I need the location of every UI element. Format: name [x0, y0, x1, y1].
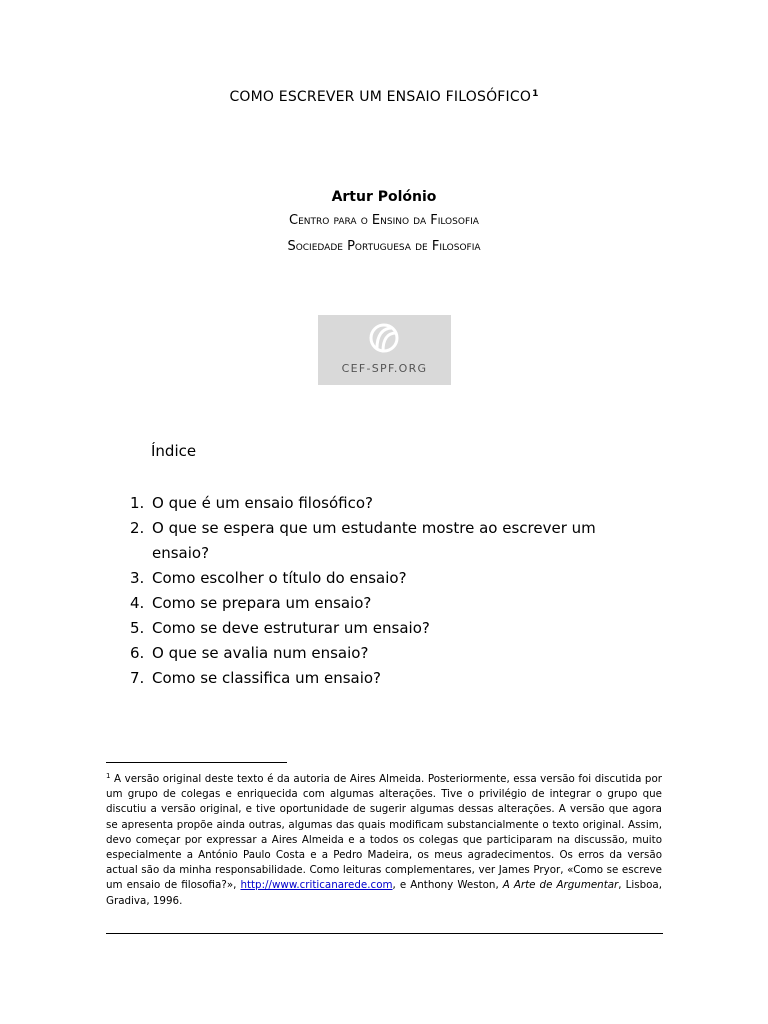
- footnote-text-after-link: , e Anthony Weston,: [392, 879, 503, 892]
- footnote-marker: 1: [106, 772, 111, 780]
- toc-item-text: Como escolher o título do ensaio?: [152, 569, 407, 587]
- toc-item: [120, 591, 620, 616]
- index-heading: Índice: [151, 442, 197, 460]
- footnote-book-title: A Arte de Argumentar: [502, 879, 619, 892]
- toc-item-text: Como se deve estruturar um ensaio?: [152, 619, 430, 637]
- toc-item: [120, 491, 620, 516]
- toc-item: [120, 566, 620, 591]
- author-name: Artur Polónio: [331, 189, 437, 205]
- toc-item: [120, 666, 620, 691]
- document-title: [0, 89, 768, 105]
- toc-item-text: O que se espera que um estudante mostre ao escrever um ensaio?: [152, 519, 596, 562]
- document-title-text: COMO ESCREVER UM ENSAIO FILOSÓFICO: [229, 89, 532, 105]
- table-of-contents: [120, 491, 620, 691]
- toc-item-number: 2.: [130, 519, 145, 537]
- footnote-text-end: , Lisboa, Gradiva, 1996.: [106, 879, 662, 907]
- toc-item-number: 3.: [130, 569, 145, 587]
- toc-item: [120, 516, 620, 566]
- footnote-separator: [106, 762, 287, 763]
- page-bottom-rule: [106, 933, 663, 934]
- footnote-reference-marker[interactable]: 1: [532, 89, 539, 99]
- toc-item-text: O que se avalia num ensaio?: [152, 644, 369, 662]
- cef-spf-logo-icon: [368, 322, 400, 354]
- criticanarede-link[interactable]: http://www.criticanarede.com: [240, 879, 393, 892]
- toc-item-text: Como se prepara um ensaio?: [152, 594, 372, 612]
- toc-item-text: Como se classifica um ensaio?: [152, 669, 382, 687]
- cef-spf-logo: [318, 315, 451, 385]
- footnote-text: A versão original deste texto é da autoria de Aires Almeida. Posteriormente, essa versão foi discutida por um grupo de colegas e enriquecida com algumas alterações. Tive o privilégio de integrar o grupo que discutiu a versão original, e tive oportunidade de sugerir algumas dessas alterações. A versão que agora se apresenta propõe ainda outras, algumas das quais modificam substancialmente o texto original. Assim, devo começar por expressar a Aires Almeida e a todos os colegas que participaram na discussão, muito especialmente a António Paulo Costa e a Pedro Madeira, os meus agradecimentos. Os erros da versão actual são da minha responsabilidade. Como leituras complementares, ver James Pryor, «Como se escreve um ensaio de filosofia?»,: [106, 773, 662, 892]
- toc-item-number: 6.: [130, 644, 145, 662]
- toc-item-number: 7.: [130, 669, 145, 687]
- logo-text: CEF-SPF.ORG: [341, 362, 428, 375]
- toc-item: [120, 641, 620, 666]
- footnote: [106, 769, 662, 909]
- toc-item-number: 5.: [130, 619, 145, 637]
- affiliation-cef: Centro para o Ensino da Filosofia: [289, 213, 479, 228]
- toc-item-number: 1.: [130, 494, 145, 512]
- affiliation-spf: Sociedade Portuguesa de Filosofia: [287, 239, 481, 254]
- toc-item-number: 4.: [130, 594, 145, 612]
- toc-item-text: O que é um ensaio filosófico?: [152, 494, 373, 512]
- toc-item: [120, 616, 620, 641]
